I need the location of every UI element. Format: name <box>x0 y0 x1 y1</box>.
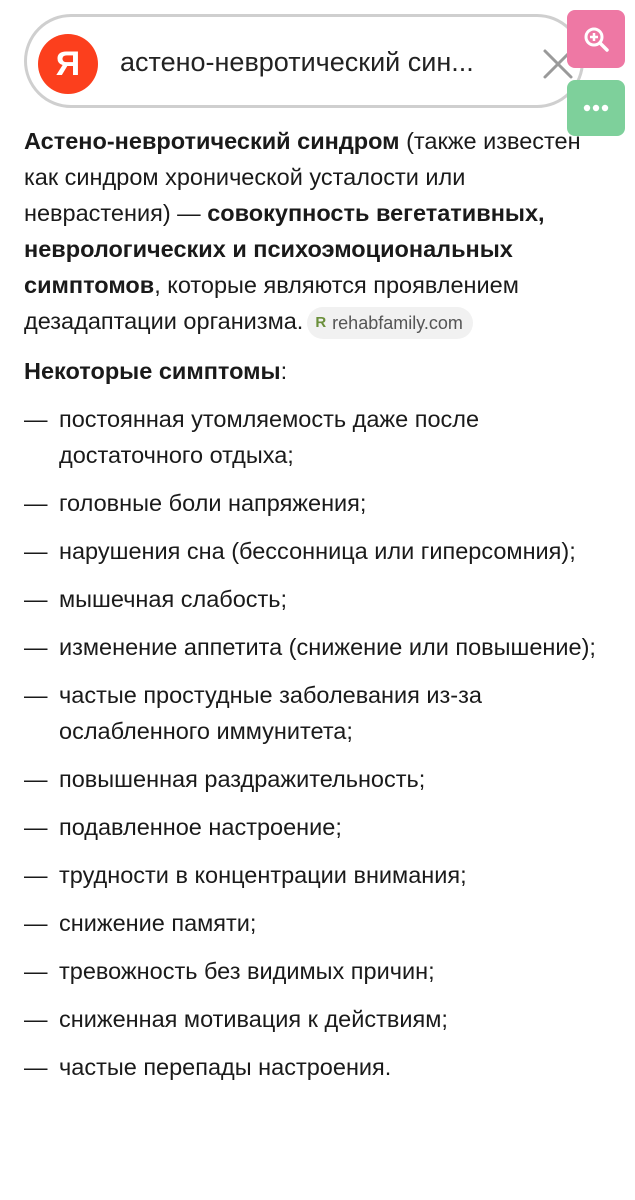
answer-definition: совокупность вегетативных, неврологических и психоэмоциональных симптомов <box>24 200 545 298</box>
symptom-item <box>24 629 604 665</box>
list-dash: — <box>24 538 48 564</box>
symptom-item <box>24 953 604 989</box>
search-query[interactable]: астено-невротический син... <box>120 47 474 77</box>
list-dash: — <box>24 1006 48 1032</box>
symptom-item <box>24 581 604 617</box>
list-dash: — <box>24 406 48 432</box>
symptom-text: мышечная слабость; <box>59 586 288 612</box>
answer-paragraph <box>24 123 604 339</box>
symptom-text: головные боли напряжения; <box>59 490 367 516</box>
answer-term: Астено-невротический синдром <box>24 128 400 154</box>
symptom-item <box>24 1001 604 1037</box>
symptom-item <box>24 485 604 521</box>
list-dash: — <box>24 766 48 792</box>
symptom-text: нарушения сна (бессонница или гиперсомния); <box>59 538 576 564</box>
symptom-text: снижение памяти; <box>59 910 257 936</box>
symptom-item <box>24 677 604 749</box>
list-dash: — <box>24 958 48 984</box>
symptom-item <box>24 905 604 941</box>
yandex-logo[interactable]: Я <box>38 34 98 94</box>
answer-text-1: (также известен как синдром хронической усталости или неврастения) — <box>24 128 581 226</box>
more-dots-icon <box>582 103 610 113</box>
answer-text-2: , которые являются проявлением дезадаптации организма. <box>24 272 519 334</box>
answer-content <box>24 123 604 1097</box>
list-dash: — <box>24 634 48 660</box>
list-dash: — <box>24 586 48 612</box>
symptom-item <box>24 809 604 845</box>
symptom-item <box>24 533 604 569</box>
symptoms-list <box>24 401 604 1085</box>
symptom-item <box>24 857 604 893</box>
symptom-text: постоянная утомляемость даже после достаточного отдыха; <box>59 406 480 468</box>
list-dash: — <box>24 490 48 516</box>
symptom-text: повышенная раздражительность; <box>59 766 426 792</box>
symptom-text: подавленное настроение; <box>59 814 342 840</box>
list-dash: — <box>24 814 48 840</box>
list-dash: — <box>24 862 48 888</box>
list-dash: — <box>24 910 48 936</box>
symptom-text: частые перепады настроения. <box>59 1054 392 1080</box>
symptom-item <box>24 761 604 797</box>
source-label: rehabfamily.com <box>332 312 463 333</box>
symptom-text: тревожность без видимых причин; <box>59 958 435 984</box>
symptom-text: частые простудные заболевания из-за ослабленного иммунитета; <box>59 682 482 744</box>
list-dash: — <box>24 682 48 708</box>
symptom-item <box>24 1049 604 1085</box>
zoom-in-icon <box>582 25 610 53</box>
symptom-text: трудности в концентрации внимания; <box>59 862 467 888</box>
symptoms-heading-colon: : <box>280 358 288 384</box>
list-dash: — <box>24 1054 48 1080</box>
symptoms-heading <box>24 353 604 389</box>
source-link[interactable] <box>307 307 473 339</box>
symptoms-heading-text: Некоторые симптомы <box>24 358 281 384</box>
symptom-item <box>24 401 604 473</box>
rehabfamily-favicon-icon: R <box>315 313 327 331</box>
symptom-text: сниженная мотивация к действиям; <box>59 1006 448 1032</box>
zoom-button[interactable] <box>567 10 625 68</box>
symptom-text: изменение аппетита (снижение или повышение); <box>59 634 596 660</box>
